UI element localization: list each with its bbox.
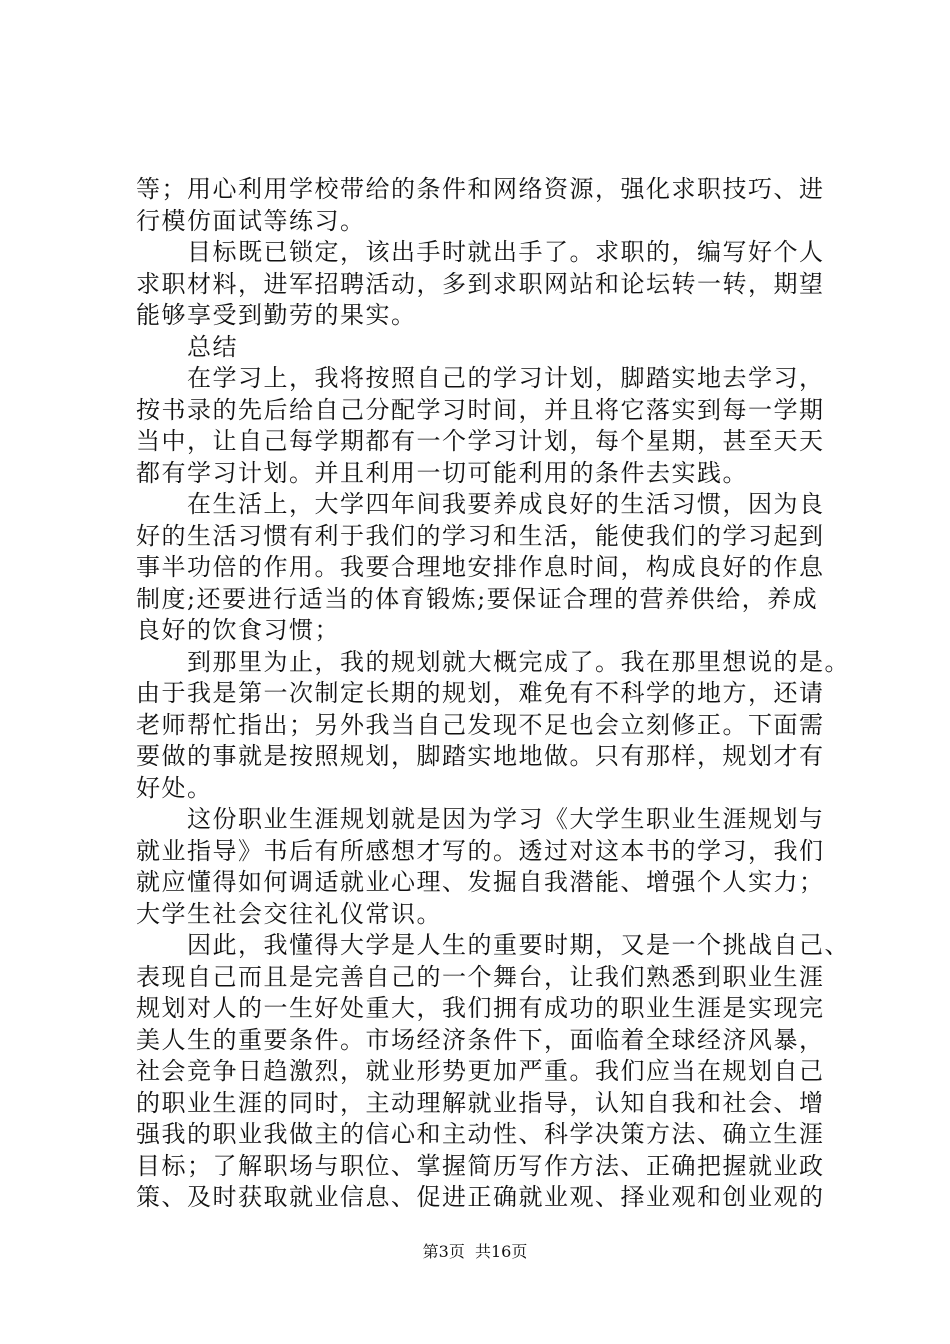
text-line: 就业指导》书后有所感想才写的。透过对这本书的学习，我们 [136, 836, 825, 865]
text-line: 能够享受到勤劳的果实。 [136, 301, 417, 329]
text-line: 策、及时获取就业信息、促进正确就业观、择业观和创业观的 [136, 1183, 825, 1211]
text-line: 都有学习计划。并且利用一切可能利用的条件去实践。 [136, 458, 748, 487]
text-line: 由于我是第一次制定长期的规划，难免有不科学的地方，还请 [136, 679, 825, 707]
text-line: 到那里为止，我的规划就大概完成了。我在那里想说的是。 [136, 647, 850, 676]
text-line: 等；用心利用学校带给的条件和网络资源，强化求职技巧、进 [136, 175, 825, 203]
text-line: 美人生的重要条件。市场经济条件下，面临着全球经济风暴， [136, 1025, 825, 1054]
text-line: 事半功倍的作用。我要合理地安排作息时间，构成良好的作息 [136, 553, 825, 581]
text-line: 因此，我懂得大学是人生的重要时期，又是一个挑战自己、 [136, 931, 850, 959]
text-line: 良好的饮食习惯； [136, 616, 340, 644]
text-line: 行模仿面试等练习。 [136, 206, 366, 235]
text-line: 好处。 [136, 773, 213, 802]
text-line: 当中，让自己每学期都有一个学习计划，每个星期，甚至天天 [136, 427, 825, 455]
text-line: 求职材料，进军招聘活动，多到求职网站和论坛转一转，期望 [136, 269, 825, 298]
text-line: 好的生活习惯有利于我们的学习和生活，能使我们的学习起到 [136, 521, 825, 550]
text-line: 在学习上，我将按照自己的学习计划，脚踏实地去学习， [136, 364, 825, 392]
text-line: 要做的事就是按照规划，脚踏实地地做。只有那样，规划才有 [136, 742, 825, 770]
text-line: 老师帮忙指出；另外我当自己发现不足也会立刻修正。下面需 [136, 710, 825, 739]
text-line: 就应懂得如何调适就业心理、发掘自我潜能、增强个人实力； [136, 868, 825, 896]
text-line: 大学生社会交往礼仪常识。 [136, 899, 442, 928]
section-heading: 总结 [136, 332, 238, 361]
page-footer [0, 1240, 950, 1264]
text-line: 表现自己而且是完善自己的一个舞台，让我们熟悉到职业生涯 [136, 962, 825, 991]
text-line: 强我的职业我做主的信心和主动性、科学决策方法、确立生涯 [136, 1120, 825, 1148]
text-line: 目标；了解职场与职位、掌握简历写作方法、正确把握就业政 [136, 1151, 825, 1180]
text-line: 目标既已锁定，该出手时就出手了。求职的，编写好个人 [136, 238, 825, 266]
text-line: 社会竞争日趋激烈，就业形势更加严重。我们应当在规划自己 [136, 1057, 825, 1085]
page-number: 第3页 共16页 [422, 1242, 528, 1261]
document-body [136, 174, 852, 1214]
text-line: 在生活上，大学四年间我要养成良好的生活习惯，因为良 [136, 490, 825, 518]
text-line: 制度;还要进行适当的体育锻炼;要保证合理的营养供给，养成 [136, 584, 819, 613]
text-line: 按书录的先后给自己分配学习时间，并且将它落实到每一学期 [136, 395, 825, 424]
text-line: 规划对人的一生好处重大，我们拥有成功的职业生涯是实现完 [136, 994, 825, 1022]
text-line: 的职业生涯的同时，主动理解就业指导，认知自我和社会、增 [136, 1088, 825, 1117]
text-line: 这份职业生涯规划就是因为学习《大学生职业生涯规划与 [136, 805, 825, 833]
